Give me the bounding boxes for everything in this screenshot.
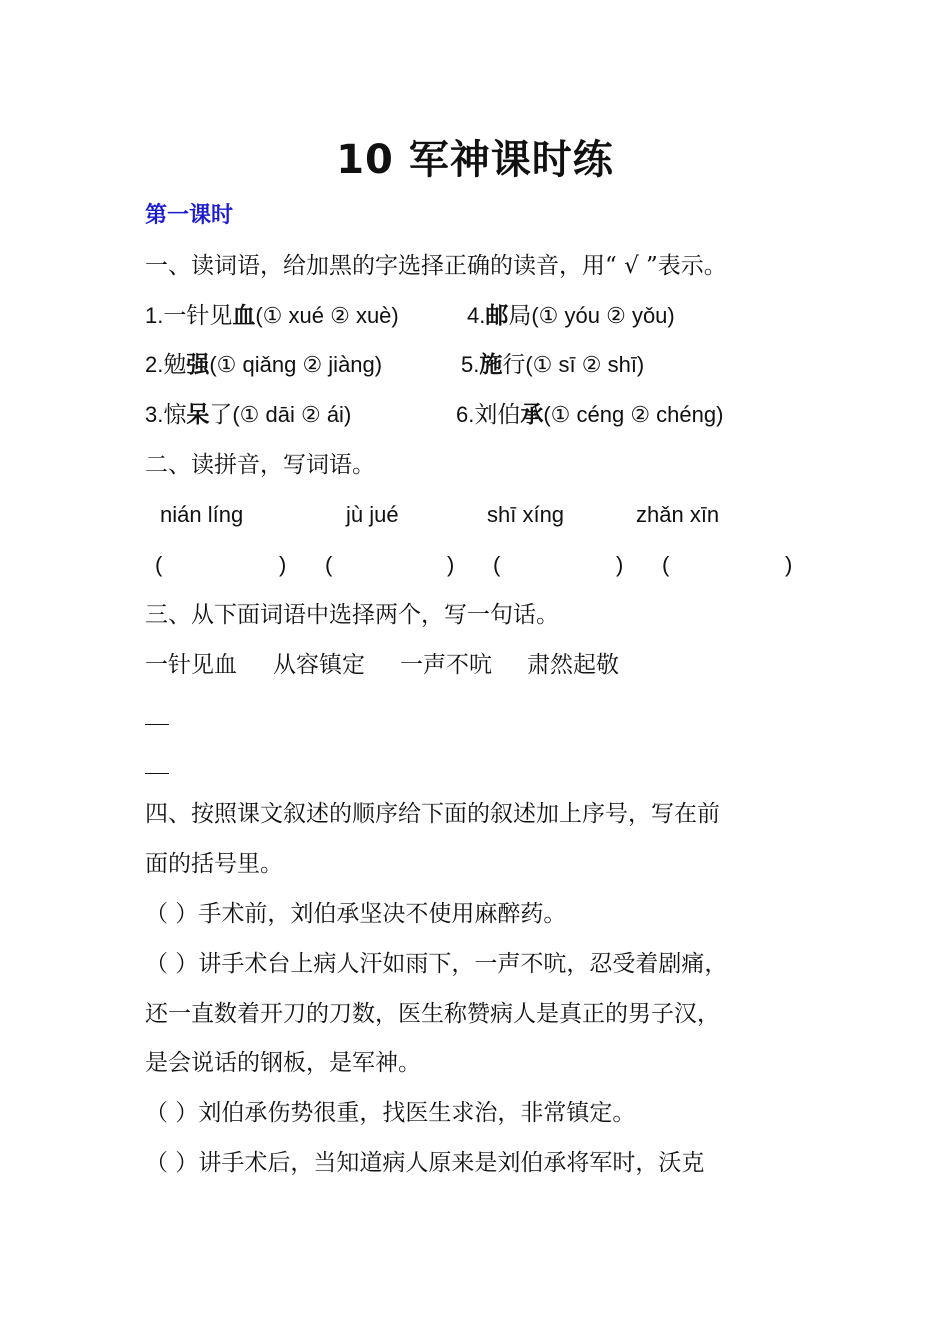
pinyin-3: shī xíng	[487, 502, 565, 527]
bold-char: 邮	[485, 302, 509, 329]
answer-line-1	[145, 724, 169, 725]
q4-heading-line-1: 四、按照课文叙述的顺序给下面的叙述加上序号，写在前	[145, 801, 720, 827]
answer-paren-close-1: )	[279, 552, 287, 577]
q1-item-3: 3.惊呆了(① dāi ② ái)	[145, 401, 352, 428]
q4-heading-line-2: 面的括号里。	[145, 851, 283, 877]
bold-char: 强	[186, 351, 210, 378]
q4-item-4: （ ）讲手术后，当知道病人原来是刘伯承将军时，沃克	[145, 1150, 705, 1176]
q2-heading: 二、读拼音，写词语。	[145, 452, 375, 478]
q1-heading: 一、读词语，给加黑的字选择正确的读音，用“ √ ”表示。	[145, 253, 727, 279]
q2-pinyin-row	[160, 500, 800, 530]
q1-row-1	[145, 301, 845, 331]
bold-char: 承	[520, 401, 544, 428]
pinyin-1: nián líng	[160, 502, 244, 527]
q4-item-2: （ ）讲手术台上病人汗如雨下，一声不吭，忍受着剧痛，	[145, 951, 728, 977]
section-subtitle: 第一课时	[145, 203, 234, 228]
order-bracket: （ ）	[145, 901, 199, 927]
answer-paren-close-2: )	[447, 552, 455, 577]
order-bracket: （ ）	[145, 1150, 199, 1176]
answer-paren-open-2: (	[325, 552, 333, 577]
word-4: 肃然起敬	[527, 652, 619, 678]
q4-item-1: （ ）手术前，刘伯承坚决不使用麻醉药。	[145, 901, 567, 927]
answer-paren-open-3: (	[493, 552, 501, 577]
q1-item-4: 4.邮局(① yóu ② yǒu)	[467, 302, 675, 329]
word-2: 从容镇定	[273, 652, 365, 678]
q1-item-5: 5.施行(① sī ② shī)	[461, 351, 645, 378]
q1-item-1: 1.一针见血(① xué ② xuè)	[145, 302, 399, 329]
word-1: 一针见血	[145, 652, 237, 678]
answer-paren-open-1: (	[155, 552, 163, 577]
q1-item-6: 6.刘伯承(① céng ② chéng)	[456, 401, 724, 428]
q1-row-3	[145, 400, 845, 430]
pinyin-2: jù jué	[346, 502, 399, 527]
answer-paren-close-3: )	[616, 552, 624, 577]
order-bracket: （ ）	[145, 1100, 199, 1126]
q1-row-2	[145, 350, 845, 380]
word-3: 一声不吭	[400, 652, 492, 678]
q4-item-2-cont-2: 是会说话的钢板，是军神。	[145, 1050, 421, 1076]
q4-item-3: （ ）刘伯承伤势很重，找医生求治，非常镇定。	[145, 1100, 636, 1126]
answer-paren-open-4: (	[662, 552, 670, 577]
pinyin-4: zhǎn xīn	[636, 502, 720, 527]
answer-paren-close-4: )	[785, 552, 793, 577]
order-bracket: （ ）	[145, 951, 199, 977]
bold-char: 施	[479, 351, 503, 378]
answer-line-2	[145, 773, 169, 774]
q2-answer-row	[155, 550, 805, 580]
q3-heading: 三、从下面词语中选择两个，写一句话。	[145, 602, 559, 628]
q4-item-2-cont-1: 还一直数着开刀的刀数，医生称赞病人是真正的男子汉，	[145, 1001, 720, 1027]
q3-word-list	[145, 650, 745, 680]
page-title: 10 军神课时练	[336, 137, 614, 183]
bold-char: 血	[232, 302, 256, 329]
q1-item-2: 2.勉强(① qiǎng ② jiàng)	[145, 351, 383, 378]
bold-char: 呆	[186, 401, 210, 428]
